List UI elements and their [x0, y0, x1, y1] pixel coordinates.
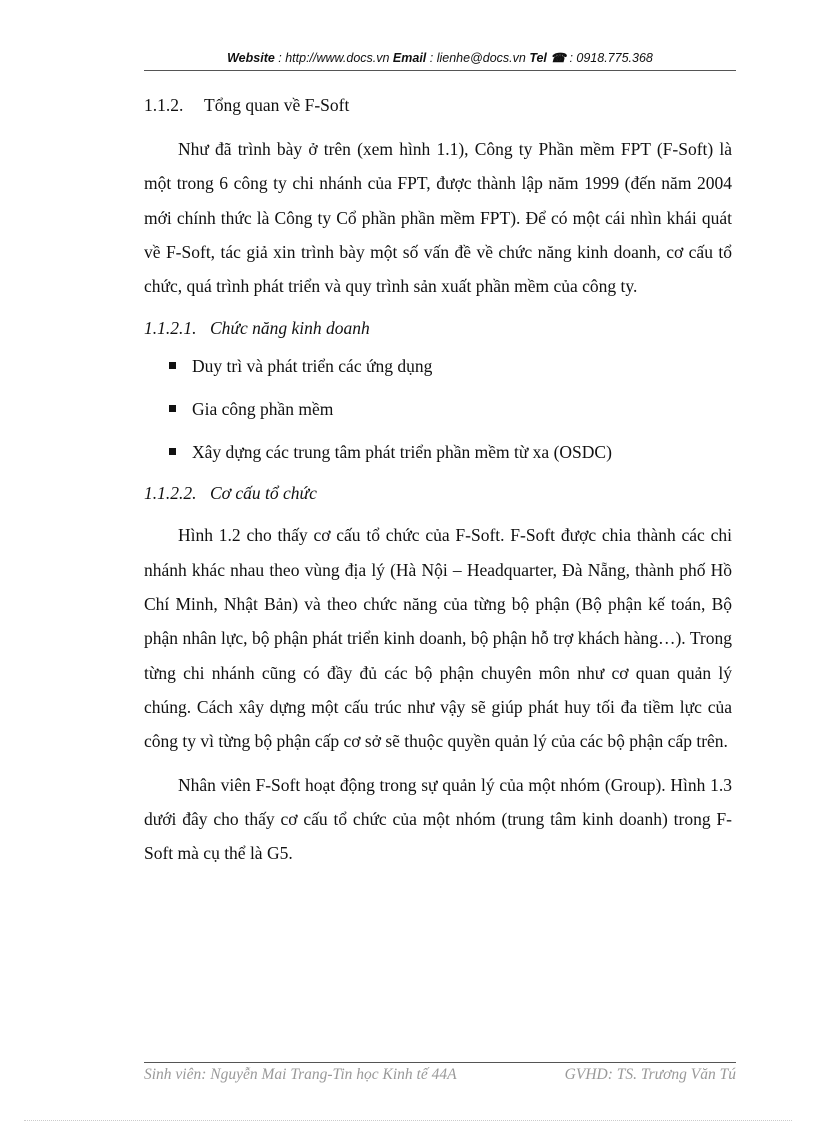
page-header [144, 50, 736, 65]
footer-student: Sinh viên: Nguyễn Mai Trang-Tin học Kinh tế 44A [144, 1066, 457, 1083]
group-paragraph: Nhân viên F-Soft hoạt động trong sự quản lý của một nhóm (Group). Hình 1.3 dưới đây cho thấy cơ cấu tổ chức của một nhóm (trung tâm kinh doanh) trong F-Soft mà cụ thể là G5. [144, 774, 732, 864]
subsection-1-title: Chức năng kinh doanh [210, 318, 370, 339]
website-value[interactable]: : http://www.docs.vn [274, 51, 393, 65]
subsection-1-number: 1.1.2.1. [144, 318, 197, 339]
list-item-text: Duy trì và phát triển các ứng dụng [192, 356, 433, 377]
email-label: Email [392, 51, 427, 65]
bullet-square-icon [169, 448, 176, 455]
subsection-2-title: Cơ cấu tổ chức [210, 483, 317, 504]
section-title: Tổng quan về F-Soft [204, 95, 350, 115]
list-item [144, 345, 732, 388]
website-label: Website [227, 51, 275, 65]
tel-value: : 0918.775.368 [565, 51, 653, 65]
phone-icon: ☎ [550, 51, 566, 65]
subsection-1-heading [144, 313, 732, 343]
header-divider [144, 70, 736, 71]
footer-advisor: GVHD: TS. Trương Văn Tú [564, 1066, 736, 1083]
email-value[interactable]: : lienhe@docs.vn [426, 51, 530, 65]
section-number: 1.1.2. [144, 95, 184, 115]
list-item-text: Xây dựng các trung tâm phát triển phần mềm từ xa (OSDC) [192, 442, 612, 463]
list-item [144, 431, 732, 474]
org-structure-paragraph: Hình 1.2 cho thấy cơ cấu tổ chức của F-Soft. F-Soft được chia thành các chi nhánh khác nhau theo vùng địa lý (Hà Nội – Headquarter, Đà Nẵng, thành phố Hồ Chí Minh, Nhật Bản) và theo chức năng của từng bộ phận (Bộ phận kế toán, Bộ phận nhân lực, bộ phận phát triển kinh doanh, bộ phận hỗ trợ khách hàng…). Trong từng chi nhánh cũng có đầy đủ các bộ phận chuyên môn như cơ quan quản lý chúng. Cách xây dựng một cấu trúc như vậy sẽ giúp phát huy tối đa tiềm lực của công ty vì từng bộ phận cấp cơ sở sẽ thuộc quyền quản lý của các bộ phận cấp trên. [144, 525, 732, 752]
bullet-square-icon [169, 362, 176, 369]
section-heading [144, 90, 732, 120]
business-functions-list [144, 345, 732, 474]
footer-divider [144, 1062, 736, 1063]
tel-label: Tel [529, 51, 547, 65]
list-item [144, 388, 732, 431]
main-content [144, 90, 732, 870]
intro-paragraph: Như đã trình bày ở trên (xem hình 1.1), Công ty Phần mềm FPT (F-Soft) là một trong 6 công ty chi nhánh của FPT, được thành lập năm 1999 (đến năm 2004 mới chính thức là Công ty Cổ phần phần mềm FPT). Để có một cái nhìn khái quát về F-Soft, tác giả xin trình bày một số vấn đề về chức năng kinh doanh, cơ cấu tổ chức, quá trình phát triển và quy trình sản xuất phần mềm của công ty. [144, 139, 732, 297]
bullet-square-icon [169, 405, 176, 412]
list-item-text: Gia công phần mềm [192, 399, 334, 420]
subsection-2-number: 1.1.2.2. [144, 483, 197, 504]
page-bottom-border [24, 1120, 792, 1121]
subsection-2-heading [144, 478, 732, 508]
